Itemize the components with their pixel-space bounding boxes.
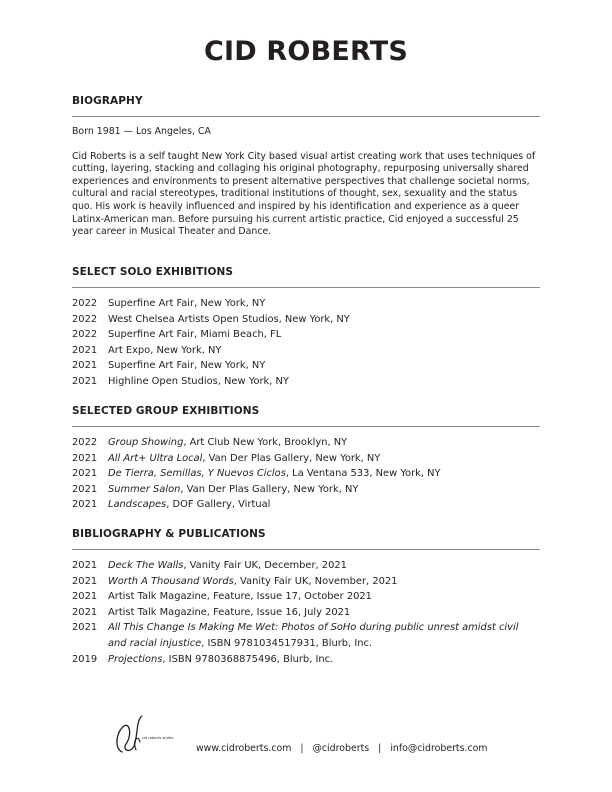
entry-details: Artist Talk Magazine, Feature, Issue 16, July 2021 xyxy=(108,606,351,618)
entry-text: Art Expo, New York, NY xyxy=(108,344,222,356)
section-title-biography: BIOGRAPHY xyxy=(72,95,143,107)
entry-year: 2021 xyxy=(72,452,98,464)
entry-text: Superfine Art Fair, Miami Beach, FL xyxy=(108,329,282,341)
entry-details: , ISBN 9780368875496, Blurb, Inc. xyxy=(162,653,334,665)
entry-year: 2022 xyxy=(72,313,98,325)
footer xyxy=(0,740,612,760)
entry-title: All Art+ Ultra Local xyxy=(108,452,203,464)
group-exhibitions-section xyxy=(72,405,540,513)
social-handle-link[interactable]: @cidroberts xyxy=(312,743,370,754)
entry-details: , Art Club New York, Brooklyn, NY xyxy=(183,437,348,448)
entry-year: 2021 xyxy=(72,468,98,480)
solo-list xyxy=(72,296,540,390)
entry-details: , Vanity Fair UK, November, 2021 xyxy=(233,575,398,587)
list-item xyxy=(72,558,540,574)
section-divider xyxy=(72,116,540,117)
entry-title: Projections xyxy=(108,653,163,665)
list-item xyxy=(72,327,540,343)
separator: | xyxy=(300,743,304,754)
entry-year: 2021 xyxy=(72,499,98,511)
entry-title: Worth A Thousand Words xyxy=(108,575,234,587)
list-item xyxy=(72,589,540,605)
entry-year: 2021 xyxy=(72,591,98,603)
entry-year: 2019 xyxy=(72,653,98,665)
section-title-bibliography: BIBLIOGRAPHY & PUBLICATIONS xyxy=(72,528,266,540)
logo-text: cid roberts studio xyxy=(142,736,174,740)
section-divider xyxy=(72,426,540,427)
entry-title: De Tierra, Semillas, Y Nuevos Ciclos xyxy=(108,468,286,480)
entry-details: , ISBN 9781034517931, Blurb, Inc. xyxy=(201,637,373,649)
list-item xyxy=(72,605,540,621)
list-item xyxy=(72,497,540,513)
list-item xyxy=(72,482,540,498)
list-item xyxy=(72,451,540,467)
section-divider xyxy=(72,549,540,550)
entry-details: , Van Der Plas Gallery, New York, NY xyxy=(202,452,381,464)
entry-year: 2021 xyxy=(72,560,98,571)
entry-year: 2021 xyxy=(72,360,98,372)
entry-year: 2022 xyxy=(72,329,98,341)
entry-details: Artist Talk Magazine, Feature, Issue 17, October 2021 xyxy=(108,591,372,603)
entry-text: West Chelsea Artists Open Studios, New York, NY xyxy=(108,313,350,325)
separator: | xyxy=(378,743,382,754)
entry-title: Summer Salon xyxy=(108,483,181,495)
bibliography-section xyxy=(72,528,540,667)
entry-details: , La Ventana 533, New York, NY xyxy=(285,468,441,480)
list-item xyxy=(72,343,540,359)
entry-title: Group Showing xyxy=(108,437,184,448)
solo-exhibitions-section xyxy=(72,266,540,390)
entry-text: Superfine Art Fair, New York, NY xyxy=(108,360,266,372)
entry-title: Deck The Walls xyxy=(108,560,184,571)
group-list xyxy=(72,435,540,513)
entry-year: 2021 xyxy=(72,622,98,634)
entry-year: 2021 xyxy=(72,606,98,618)
entry-title: Landscapes xyxy=(108,499,167,511)
entry-year: 2021 xyxy=(72,575,98,587)
biography-paragraph: Cid Roberts is a self taught New York City based visual artist creating work that uses techniques of cutting, layering, stacking and collaging his original photography, repurposing universally shared experiences and environments to present alternative perspectives that challenge societal norms, cultural and racial stereotypes, traditional institutions of thought, sex, sexuality and the status quo. His work is heavily influenced and inspired by his identification and experience as a queer Latinx-American man. Before pursuing his current artistic practice, Cid enjoyed a successful 25 year career in Musical Theater and Dance. xyxy=(72,150,536,238)
entry-text: Highline Open Studios, New York, NY xyxy=(108,375,289,387)
list-item xyxy=(72,466,540,482)
entry-title: All This Change Is Making Me Wet: Photos of SoHo during public unrest amidst civil and racial injustice xyxy=(108,622,519,649)
list-item xyxy=(72,435,540,451)
list-item xyxy=(72,296,540,312)
section-title-group: SELECTED GROUP EXHIBITIONS xyxy=(72,405,260,417)
section-title-solo: SELECT SOLO EXHIBITIONS xyxy=(72,266,234,278)
entry-details: , Vanity Fair UK, December, 2021 xyxy=(183,560,347,571)
list-item xyxy=(72,574,540,590)
entry-text: Superfine Art Fair, New York, NY xyxy=(108,298,266,309)
email-link[interactable]: info@cidroberts.com xyxy=(390,743,488,754)
born-line: Born 1981 — Los Angeles, CA xyxy=(72,126,211,137)
list-item xyxy=(72,312,540,328)
website-link[interactable]: www.cidroberts.com xyxy=(196,743,292,754)
list-item xyxy=(72,652,540,668)
page-title: CID ROBERTS xyxy=(203,36,409,67)
entry-year: 2022 xyxy=(72,298,98,309)
entry-details: , Van Der Plas Gallery, New York, NY xyxy=(180,483,359,495)
entry-details: , DOF Gallery, Virtual xyxy=(166,499,271,511)
list-item xyxy=(72,358,540,374)
entry-year: 2021 xyxy=(72,375,98,387)
section-divider xyxy=(72,287,540,288)
entry-year: 2022 xyxy=(72,437,98,448)
bibliography-list xyxy=(72,558,540,667)
biography-section xyxy=(72,95,540,239)
list-item xyxy=(72,620,540,651)
list-item xyxy=(72,374,540,390)
contact-links xyxy=(196,743,488,754)
entry-year: 2021 xyxy=(72,344,98,356)
entry-year: 2021 xyxy=(72,483,98,495)
